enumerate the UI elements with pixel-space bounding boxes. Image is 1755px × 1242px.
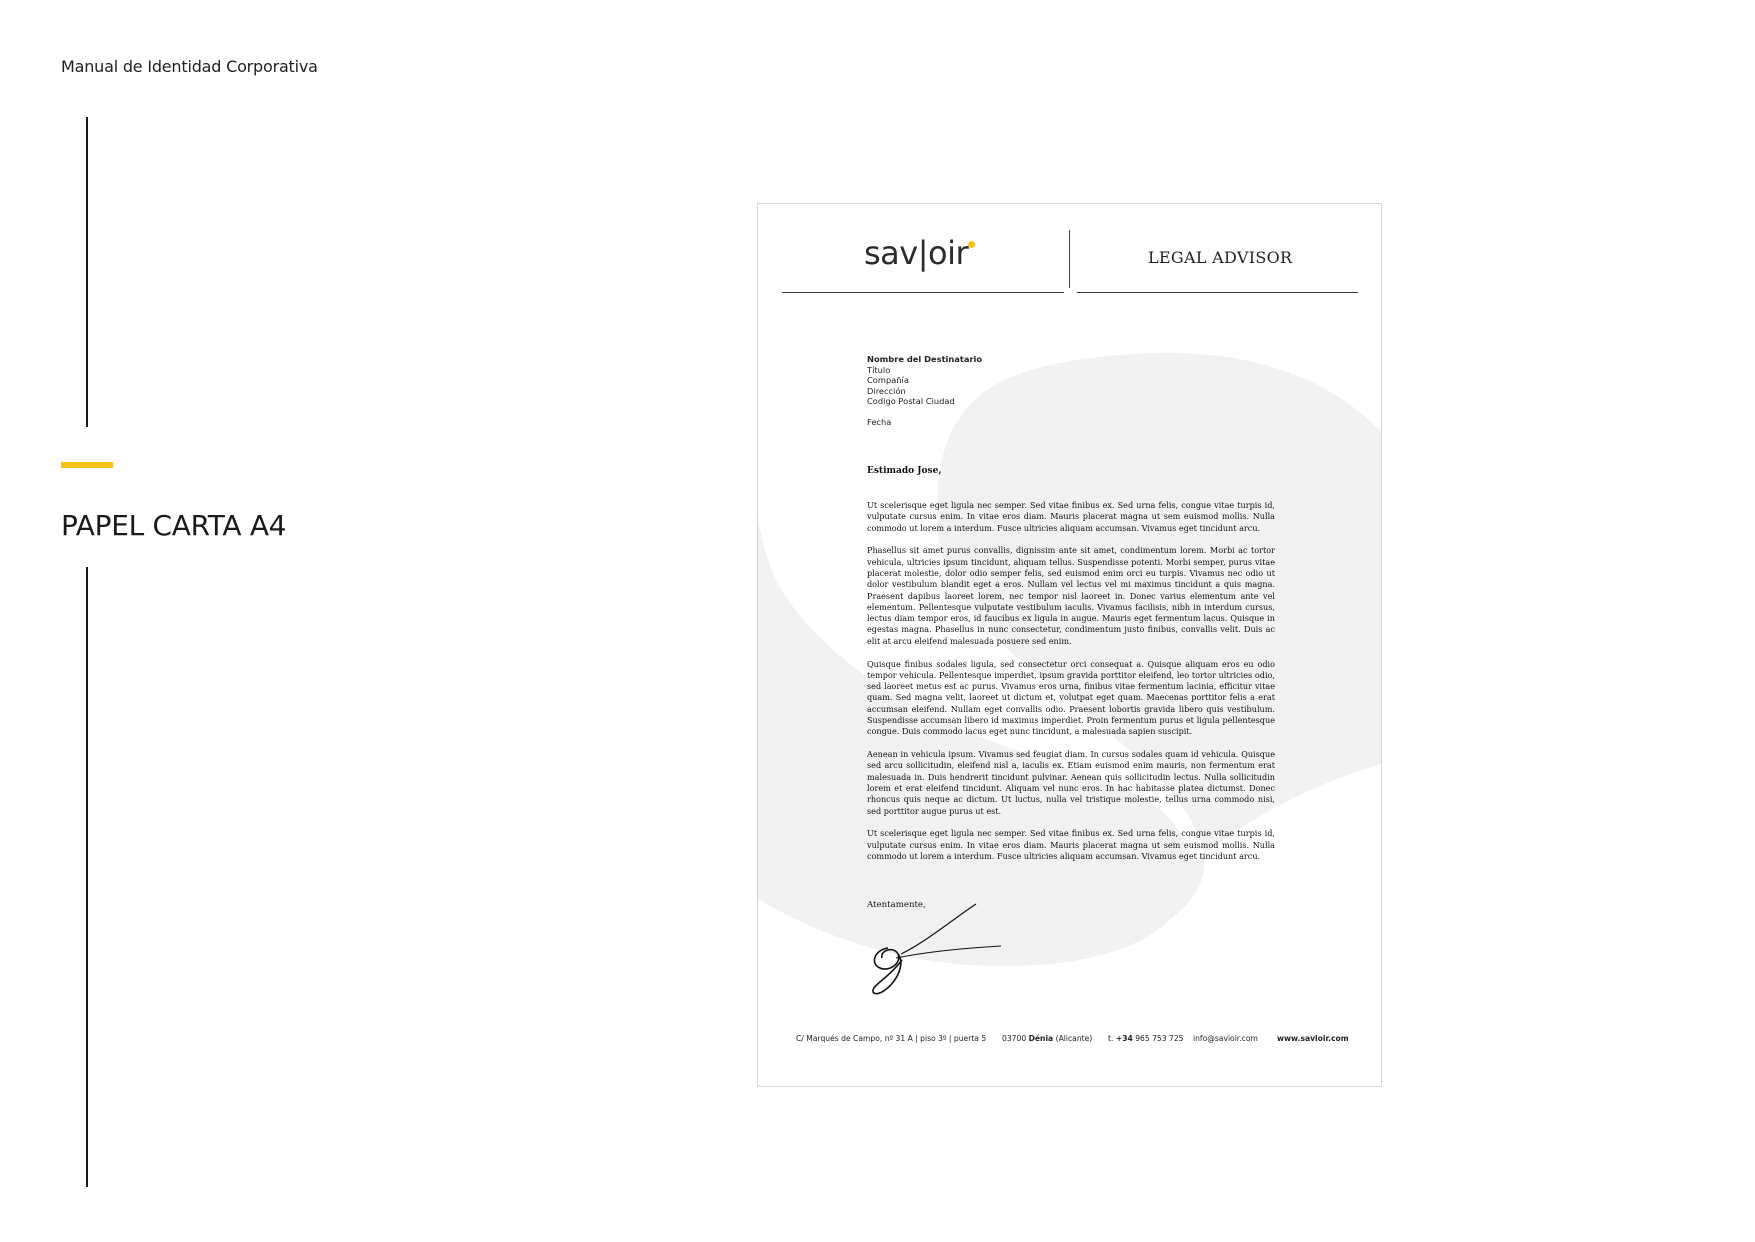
vertical-rule-bottom bbox=[86, 567, 88, 1187]
footer-phone: t. +34 965 753 725 bbox=[1108, 1034, 1184, 1043]
body-paragraph: Phasellus sit amet purus convallis, dignissim ante sit amet, condimentum lorem. Morbi ac tortor vehicula, ultricies ipsum tincidunt, aliquam tellus. Suspendisse potenti. Morbi semper, purus vitae placerat molestie, dolor odio semper felis, sed euismod enim orci eu turpis. Vivamus nec odio ut dolor vestibulum blandit eget a eros. Nullam vel lectus vel mi maximus tincidunt a quis magna. Praesent dapibus laoreet lorem, nec tempor nisl laoreet in. Donec varius elementum ante vel elementum. Pellentesque vulputate vestibulum iaculis. Vivamus facilisis, nibh in interdum cursus, lectus diam tempor eros, id faucibus ex ligula in augue. Mauris eget fermentum lacus. Quisque in egestas magna. Phasellus in nunc consectetur, condimentum justo finibus, convallis velit. Duis ac elit at arcu eleifend malesuada posuere sed enim. bbox=[867, 545, 1275, 646]
letter-page bbox=[757, 203, 1382, 1087]
manual-header-title: Manual de Identidad Corporativa bbox=[61, 57, 318, 76]
recipient-title: Título bbox=[867, 364, 891, 375]
legal-advisor-tagline: LEGAL ADVISOR bbox=[1148, 248, 1293, 267]
salutation: Estimado Jose, bbox=[867, 466, 942, 476]
letter-body bbox=[867, 500, 1275, 874]
header-divider bbox=[1069, 230, 1070, 288]
body-paragraph: Ut scelerisque eget ligula nec semper. Sed vitae finibus ex. Sed urna felis, congue vitae turpis id, vulputate cursus enim. In vitae eros diam. Mauris placerat magna ut sem euismod mollis. Nulla commodo ut lorem a interdum. Fusce ultricies aliquam accumsan. Vivamus eget tincidunt arcu. bbox=[867, 828, 1275, 862]
section-title: PAPEL CARTA A4 bbox=[61, 508, 287, 542]
logo-dot-icon bbox=[968, 241, 975, 248]
recipient-postal: Codigo Postal Ciudad bbox=[867, 396, 955, 407]
savloir-logo: sav|oir bbox=[864, 234, 969, 272]
recipient-block bbox=[867, 354, 982, 407]
body-paragraph: Ut scelerisque eget ligula nec semper. Sed vitae finibus ex. Sed urna felis, congue vitae turpis id, vulputate cursus enim. In vitae eros diam. Mauris placerat magna ut sem euismod mollis. Nulla commodo ut lorem a interdum. Fusce ultricies aliquam accumsan. Vivamus eget tincidunt arcu. bbox=[867, 500, 1275, 533]
footer-website[interactable]: www.savloir.com bbox=[1277, 1034, 1349, 1043]
recipient-address: Dirección bbox=[867, 385, 906, 396]
closing: Atentamente, bbox=[867, 900, 926, 910]
footer-city: 03700 Dénia (Alicante) bbox=[1002, 1034, 1093, 1043]
footer-address: C/ Marqués de Campo, nº 31 A | piso 3º | puerta 5 bbox=[796, 1034, 987, 1043]
body-paragraph: Quisque finibus sodales ligula, sed consectetur orci consequat a. Quisque aliquam eros eu odio tempor vehicula. Pellentesque imperdiet, ipsum gravida porttitor eleifend, leo tortor ultricies odio, sed laoreet metus est ac purus. Vivamus eros urna, finibus vitae fermentum lacinia, efficitur vitae quam. Sed magna velit, laoreet ut dictum et, volutpat eget quam. Maecenas porttitor felis a erat accumsan eleifend. Nullam eget convallis odio. Praesent lobortis gravida libero quis vestibulum. Suspendisse accumsan libero id maximus imperdiet. Proin fermentum purus et ligula pellentesque congue. Duis commodo lacus eget nunc tincidunt, a malesuada sapien suscipit. bbox=[867, 658, 1275, 737]
recipient-name: Nombre del Destinatario bbox=[867, 354, 983, 364]
header-rule-left bbox=[782, 292, 1064, 293]
vertical-rule-top bbox=[86, 117, 88, 427]
footer-email[interactable]: info@savioir.com bbox=[1193, 1034, 1258, 1043]
body-paragraph: Aenean in vehicula ipsum. Vivamus sed feugiat diam. In cursus sodales quam id vehicula. Quisque sed arcu sollicitudin, eleifend nisl a, iaculis ex. Etiam euismod enim mauris, non fermentum erat malesuada in. Duis hendrerit tincidunt pulvinar. Aenean quis sollicitudin lectus. Nulla sollicitudin lorem et erat eleifend tincidunt. Aliquam vel nunc eros. In hac habitasse platea dictumst. Donec rhoncus quis neque ac dictum. Ut luctus, nulla vel tristique molestie, tellus urna commodo nisi, sed porttitor augue purus ut est. bbox=[867, 749, 1275, 816]
accent-bar bbox=[61, 462, 113, 468]
header-rule-right bbox=[1077, 292, 1358, 293]
recipient-company: Compañía bbox=[867, 375, 909, 386]
signature-icon bbox=[866, 902, 1006, 1002]
date-label: Fecha bbox=[867, 417, 892, 427]
